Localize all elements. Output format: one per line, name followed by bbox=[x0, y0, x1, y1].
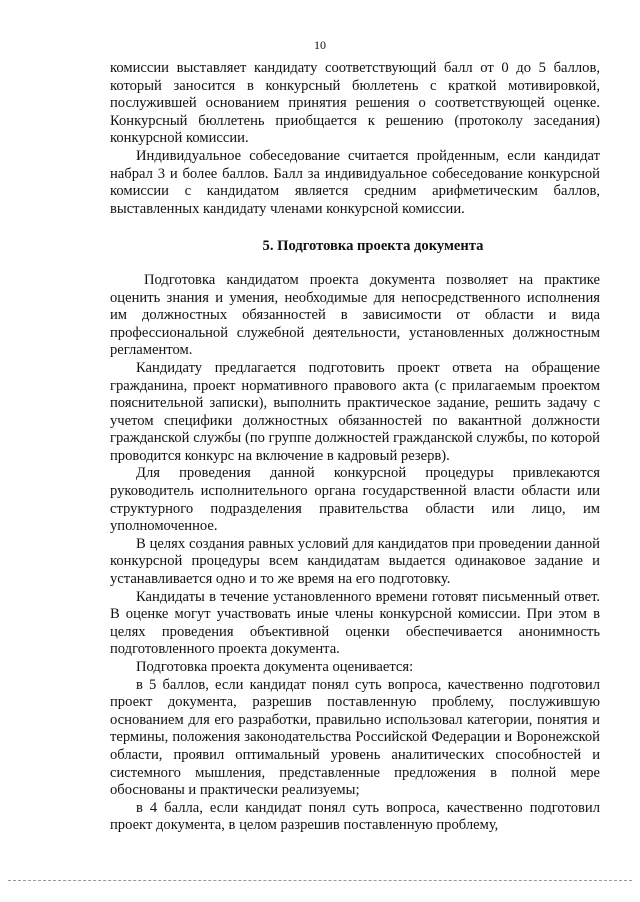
section-heading: 5. Подготовка проекта документа bbox=[262, 238, 484, 255]
paragraph-9: в 5 баллов, если кандидат понял суть вопроса, качественно подготовил проект документа, разрешив поставленную проблему, послужившую основанием для его разработки, правильно использовал категории, понятия и термины, положения законодательства Российской Федерации и Воронежской области, проявил оптимальный уровень аналитических способностей и системного мышления, представленные предложения в полной мере обоснованы и практически реализуемы; bbox=[110, 676, 600, 799]
paragraph-4: Кандидату предлагается подготовить проект ответа на обращение гражданина, проект нормативного правового акта (с прилагаемым проектом пояснительной записки), выполнить практическое задание, решить задачу с учетом специфики должностных обязанностей по вакантной должности гражданской службы (по группе должностей гражданской службы, по которой проводится конкурс на включение в кадровый резерв). bbox=[110, 359, 600, 464]
paragraph-8: Подготовка проекта документа оценивается: bbox=[136, 659, 414, 675]
paragraph-3: Подготовка кандидатом проекта документа позволяет на практике оценить знания и умения, необходимые для непосредственного исполнения им должностных обязанностей в зависимости от области и вида профессиональной служебной деятельности, установленных должностным регламентом. bbox=[110, 271, 600, 359]
paragraph-1: комиссии выставляет кандидату соответствующий балл от 0 до 5 баллов, который заносится в конкурсный бюллетень с краткой мотивировкой, послужившей основанием принятия решения о соответствующей оценке. Конкурсный бюллетень приобщается к решению (протоколу заседания) конкурсной комиссии. bbox=[110, 60, 600, 147]
page-number: 10 bbox=[314, 38, 326, 52]
paragraph-5: Для проведения данной конкурсной процедуры привлекаются руководитель исполнительного органа государственной власти области или структурного подразделения правительства области или лицо, им уполномоченное. bbox=[110, 465, 600, 535]
paragraph-10: в 4 балла, если кандидат понял суть вопроса, качественно подготовил проект документа, в целом разрешив поставленную проблему, bbox=[110, 799, 600, 834]
paragraph-7: Кандидаты в течение установленного времени готовят письменный ответ. В оценке могут участвовать иные члены конкурсной комиссии. При этом в целях проведения объективной оценки обеспечивается анонимность подготовленного проекта документа. bbox=[110, 588, 600, 658]
paragraph-2: Индивидуальное собеседование считается пройденным, если кандидат набрал 3 и более баллов. Балл за индивидуальное собеседование конкурсной комиссии с кандидатом является средним арифметическим баллов, выставленных кандидату членами конкурсной комиссии. bbox=[110, 147, 600, 217]
paragraph-6: В целях создания равных условий для кандидатов при проведении данной конкурсной процедуры всем кандидатам выдается одинаковое задание и устанавливается одно и то же время на его подготовку. bbox=[110, 535, 600, 588]
page-bottom-divider bbox=[8, 880, 632, 881]
document-body bbox=[110, 60, 600, 835]
